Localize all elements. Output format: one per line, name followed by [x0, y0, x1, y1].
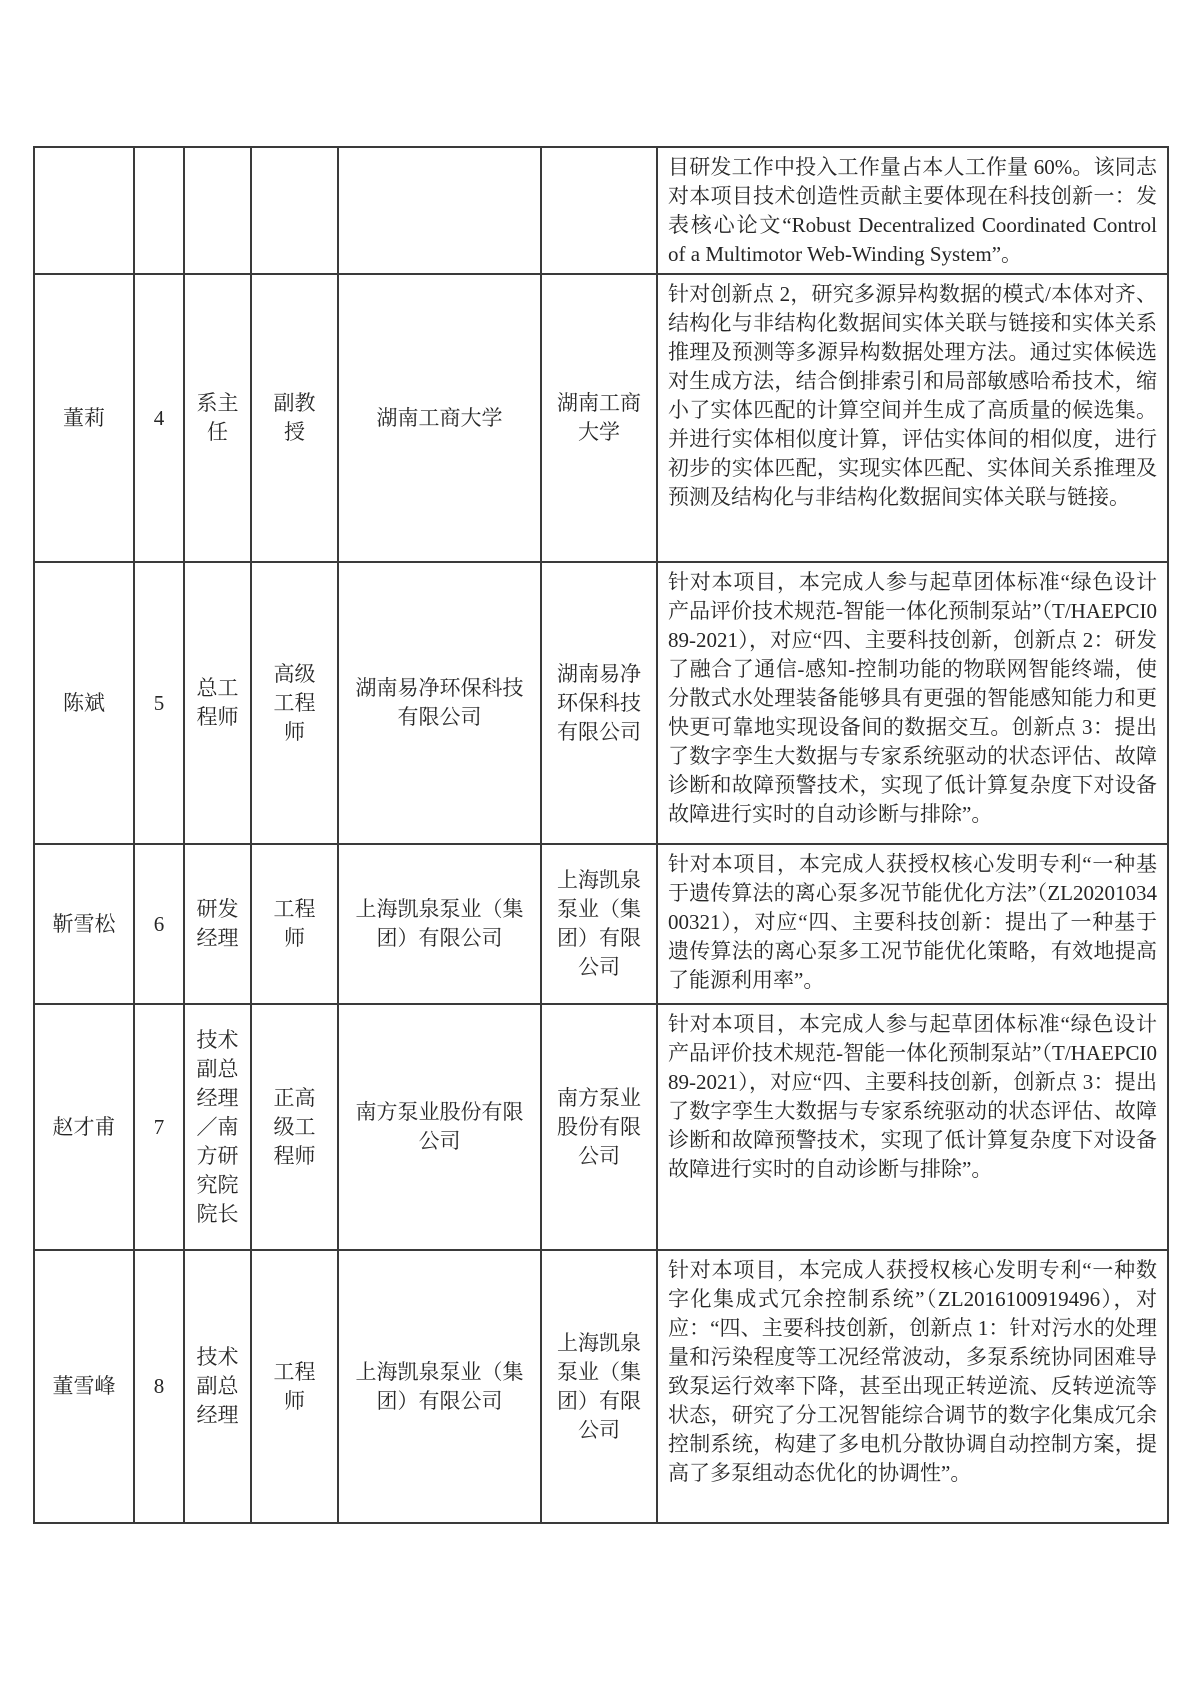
completion-unit-text: 上海凯泉泵业（集团）有限公司 [557, 1330, 641, 1442]
cell-completion-unit [541, 1004, 657, 1250]
contributors-table [33, 146, 1169, 1524]
cell-position [184, 1004, 251, 1250]
cell-name [34, 844, 134, 1004]
table-body [34, 147, 1168, 1523]
title-text: 副教授 [273, 391, 316, 444]
cell-contribution [657, 1004, 1168, 1250]
cell-name [34, 147, 134, 274]
name-text: 董莉 [63, 405, 105, 430]
cell-contribution [657, 274, 1168, 562]
contribution-text: 目研发工作中投入工作量占本人工作量 60%。该同志对本项目技术创造性贡献主要体现在科技创新一：发表核心论文“Robust Decentralized Coordinated Control of a Multimotor Web-Winding System”。 [668, 155, 1157, 266]
position-text: 总工程师 [196, 676, 239, 729]
work-unit-text: 上海凯泉泵业（集团）有限公司 [355, 897, 524, 950]
contribution-text: 针对本项目，本完成人获授权核心发明专利“一种数字化集成式冗余控制系统”（ZL2016100919496），对应：“四、主要科技创新，创新点 1：针对污水的处理量和污染程度等工况经常波动，多泵系统协同困难导致泵运行效率下降，甚至出现正转逆流、反转逆流等状态，研究了分工况智能综合调节的数字化集成冗余控制系统，构建了多电机分散协调自动控制方案，提高了多泵组动态优化的协调性”。 [668, 1258, 1157, 1485]
position-text: 研发经理 [196, 897, 239, 950]
cell-position [184, 147, 251, 274]
order-text: 7 [153, 1114, 165, 1139]
position-text: 系主任 [196, 391, 239, 444]
cell-title [251, 1250, 338, 1523]
cell-title [251, 844, 338, 1004]
cell-order [134, 844, 184, 1004]
cell-position [184, 1250, 251, 1523]
contribution-text: 针对本项目，本完成人获授权核心发明专利“一种基于遗传算法的离心泵多况节能优化方法”（ZL2020103400321），对应“四、主要科技创新：提出了一种基于遗传算法的离心泵多工况节能优化策略，有效地提高了能源利用率”。 [668, 852, 1157, 992]
cell-work-unit [338, 147, 541, 274]
order-text: 8 [153, 1374, 165, 1398]
cell-order [134, 274, 184, 562]
table-row [34, 274, 1168, 562]
work-unit-text: 湖南工商大学 [376, 405, 503, 430]
cell-position [184, 274, 251, 562]
name-text: 陈斌 [63, 690, 105, 715]
table-row [34, 1004, 1168, 1250]
cell-title [251, 1004, 338, 1250]
work-unit-text: 南方泵业股份有限公司 [355, 1100, 524, 1153]
cell-completion-unit [541, 1250, 657, 1523]
cell-title [251, 147, 338, 274]
completion-unit-text: 上海凯泉泵业（集团）有限公司 [557, 868, 641, 979]
cell-order [134, 147, 184, 274]
cell-name [34, 274, 134, 562]
work-unit-text: 上海凯泉泵业（集团）有限公司 [355, 1359, 524, 1413]
contribution-text: 针对本项目，本完成人参与起草团体标准“绿色设计产品评价技术规范-智能一体化预制泵站”（T/HAEPCI089-2021），对应“四、主要科技创新，创新点 2：研发了融合了通信-感知-控制功能的物联网智能终端，使分散式水处理装备能够具有更强的智能感知能力和更快更可靠地实现设备间的数据交互。创新点 3：提出了数字孪生大数据与专家系统驱动的状态评估、故障诊断和故障预警技术，实现了低计算复杂度下对设备故障进行实时的自动诊断与排除”。 [668, 570, 1157, 826]
cell-order [134, 562, 184, 844]
cell-name [34, 1250, 134, 1523]
table-row [34, 1250, 1168, 1523]
completion-unit-text: 湖南工商大学 [557, 391, 641, 444]
title-text: 工程师 [273, 1359, 316, 1413]
cell-completion-unit [541, 274, 657, 562]
completion-unit-text: 湖南易净环保科技有限公司 [557, 661, 641, 744]
cell-position [184, 562, 251, 844]
title-text: 正高级工程师 [273, 1085, 316, 1168]
table-row [34, 147, 1168, 274]
title-text: 高级工程师 [273, 661, 316, 744]
cell-position [184, 844, 251, 1004]
cell-work-unit [338, 844, 541, 1004]
cell-completion-unit [541, 562, 657, 844]
cell-work-unit [338, 562, 541, 844]
title-text: 工程师 [273, 897, 316, 950]
name-text: 靳雪松 [52, 911, 116, 936]
cell-name [34, 1004, 134, 1250]
cell-contribution [657, 562, 1168, 844]
cell-work-unit [338, 274, 541, 562]
cell-title [251, 562, 338, 844]
name-text: 董雪峰 [52, 1374, 116, 1398]
position-text: 技术副总经理／南方研究院院长 [196, 1027, 239, 1226]
cell-contribution [657, 1250, 1168, 1523]
position-text: 技术副总经理 [196, 1345, 239, 1427]
cell-work-unit [338, 1004, 541, 1250]
cell-work-unit [338, 1250, 541, 1523]
order-text: 4 [153, 405, 165, 430]
cell-contribution [657, 147, 1168, 274]
cell-completion-unit [541, 147, 657, 274]
cell-contribution [657, 844, 1168, 1004]
cell-completion-unit [541, 844, 657, 1004]
completion-unit-text: 南方泵业股份有限公司 [557, 1085, 641, 1168]
cell-order [134, 1250, 184, 1523]
order-text: 6 [153, 911, 165, 936]
cell-order [134, 1004, 184, 1250]
name-text: 赵才甫 [52, 1114, 116, 1139]
table-row [34, 562, 1168, 844]
work-unit-text: 湖南易净环保科技有限公司 [355, 676, 524, 729]
cell-name [34, 562, 134, 844]
order-text: 5 [153, 690, 165, 715]
cell-title [251, 274, 338, 562]
table-row [34, 844, 1168, 1004]
contribution-text: 针对创新点 2，研究多源异构数据的模式/本体对齐、结构化与非结构化数据间实体关联与链接和实体关系推理及预测等多源异构数据处理方法。通过实体候选对生成方法，结合倒排索引和局部敏感哈希技术，缩小了实体匹配的计算空间并生成了高质量的候选集。并进行实体相似度计算，评估实体间的相似度，进行初步的实体匹配，实现实体匹配、实体间关系推理及预测及结构化与非结构化数据间实体关联与链接。 [668, 282, 1157, 509]
contribution-text: 针对本项目，本完成人参与起草团体标准“绿色设计产品评价技术规范-智能一体化预制泵站”（T/HAEPCI089-2021），对应“四、主要科技创新，创新点 3：提出了数字孪生大数据与专家系统驱动的状态评估、故障诊断和故障预警技术，实现了低计算复杂度下对设备故障进行实时的自动诊断与排除”。 [668, 1012, 1157, 1181]
